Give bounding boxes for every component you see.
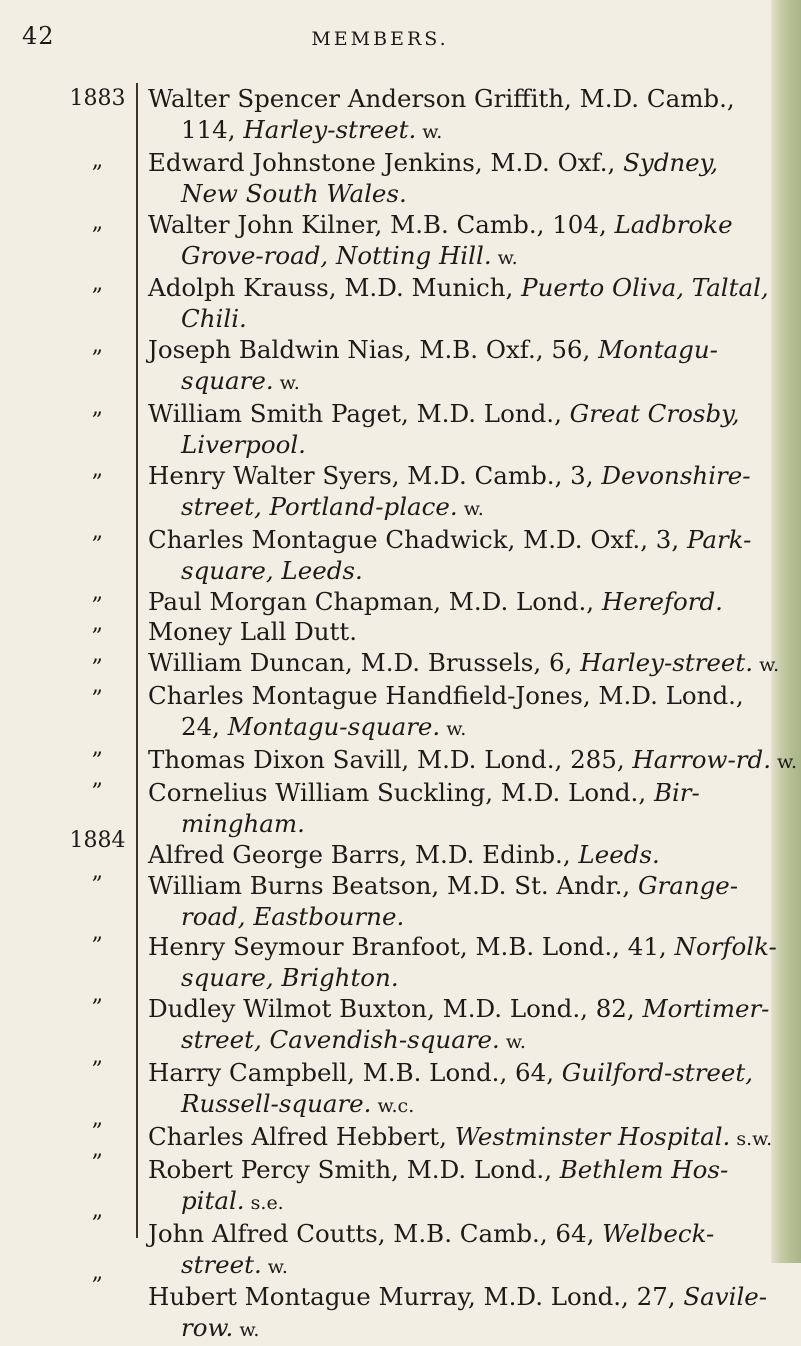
name-text: Hubert Montague Murray, M.D. Lond., 27,: [148, 1282, 684, 1312]
entry-line: [148, 871, 773, 902]
address-text: New South Wales.: [181, 178, 407, 208]
entry-continuation: [148, 430, 773, 461]
ditto-mark: „: [91, 518, 104, 544]
member-entry: [148, 273, 773, 335]
district-text: w.: [233, 1319, 260, 1342]
address-text: Harrow-rd.: [632, 745, 771, 775]
entry-line: [148, 148, 773, 179]
address-text: Savile-: [683, 1282, 768, 1312]
address-text: Grange-: [637, 870, 739, 900]
ditto-mark: „: [91, 147, 104, 173]
member-entry: [148, 681, 773, 745]
ditto-mark: „: [91, 395, 104, 420]
address-text: square, Brighton.: [181, 963, 399, 993]
entry-line: [148, 1155, 773, 1186]
entry-continuation: [148, 1250, 773, 1283]
ditto-mark: „: [91, 642, 104, 668]
district-text: w.c.: [371, 1095, 415, 1117]
address-text: Ladbroke: [614, 209, 733, 239]
address-text: street, Cavendish-square.: [181, 1025, 500, 1055]
ditto-mark: „: [91, 920, 104, 946]
name-text: Paul Morgan Chapman, M.D. Lond.,: [148, 586, 602, 616]
member-entry: [148, 994, 773, 1058]
district-text: w.: [457, 497, 484, 520]
member-entry: [148, 335, 773, 399]
entry-line: [148, 335, 773, 366]
district-text: w.: [770, 751, 798, 774]
entry-continuation: [148, 304, 773, 335]
entry-continuation: [148, 712, 773, 745]
address-text: street.: [181, 1249, 262, 1279]
address-text: Russell-square.: [181, 1089, 372, 1118]
entry-line: [148, 648, 780, 681]
member-entry: [148, 210, 773, 274]
member-entry: [148, 148, 773, 210]
address-text: mingham.: [181, 808, 305, 838]
address-text: Liverpool.: [181, 429, 306, 459]
member-entry: [148, 1155, 773, 1219]
name-text: Harry Campbell, M.B. Lond., 64,: [148, 1058, 562, 1088]
entry-line: [148, 461, 773, 492]
entry-line: [148, 778, 773, 809]
address-text: Bir-: [653, 777, 700, 807]
address-text: square, Leeds.: [181, 555, 363, 585]
entry-line: [148, 210, 773, 241]
district-text: w.: [753, 654, 780, 677]
ditto-mark: „: [91, 1136, 104, 1162]
member-entry: [148, 871, 773, 933]
entry-line: [148, 525, 773, 556]
entry-line: [148, 84, 773, 115]
address-text: Harley-street.: [243, 114, 417, 144]
member-entry: [148, 1058, 773, 1122]
entry-continuation: [148, 1089, 773, 1122]
name-text: John Alfred Coutts, M.B. Camb., 64,: [148, 1218, 603, 1248]
year-label: 1884: [69, 827, 126, 853]
address-text: Puerto Oliva, Taltal,: [521, 273, 769, 303]
address-text: Montagu-square.: [227, 712, 441, 742]
member-entry: [148, 745, 798, 778]
entry-line: [148, 587, 773, 618]
name-text: Dudley Wilmot Buxton, M.D. Lond., 82,: [148, 994, 643, 1024]
address-text: Sydney,: [623, 147, 719, 177]
entry-continuation: [148, 1025, 773, 1058]
page-edge: [771, 0, 801, 1263]
district-text: w.: [416, 120, 443, 143]
address-text: street, Portland-place.: [181, 491, 458, 521]
page-number: 42: [22, 22, 55, 50]
member-entry: [148, 840, 773, 871]
member-entry: [148, 1282, 773, 1346]
address-text: Montagu-: [598, 335, 718, 365]
name-text: Joseph Baldwin Nias, M.B. Oxf., 56,: [148, 335, 599, 365]
ditto-mark: „: [91, 456, 104, 482]
address-text: Devonshire-: [601, 460, 751, 490]
address-text: Mortimer-: [642, 994, 770, 1024]
entry-line: [148, 840, 773, 871]
entry-line: [148, 681, 773, 712]
name-text: Charles Alfred Hebbert,: [148, 1121, 455, 1151]
district-text: w.: [273, 372, 300, 395]
address-text: Hereford.: [601, 586, 723, 616]
ditto-mark: „: [91, 271, 104, 297]
entry-line: [148, 932, 777, 963]
entry-line: [148, 1282, 773, 1313]
entry-line: [148, 1219, 773, 1250]
member-entry: [148, 648, 780, 681]
name-text: 114,: [181, 114, 244, 144]
ditto-mark: „: [91, 858, 104, 884]
name-text: Thomas Dixon Savill, M.D. Lond., 285,: [148, 745, 633, 775]
member-entry: [148, 525, 773, 587]
name-text: Henry Walter Syers, M.D. Camb., 3,: [148, 460, 602, 490]
address-text: Westminster Hospital.: [454, 1121, 731, 1151]
entry-line: [148, 273, 773, 304]
ditto-mark: „: [91, 1043, 104, 1069]
member-entry: [148, 1122, 773, 1155]
members-list: [148, 84, 798, 1346]
address-text: Welbeck-: [602, 1218, 715, 1248]
member-entry: [148, 932, 777, 994]
address-text: square.: [181, 366, 274, 396]
district-text: s.w.: [730, 1127, 773, 1150]
name-text: William Smith Paget, M.D. Lond.,: [148, 399, 570, 429]
name-text: Charles Montague Handfield-Jones, M.D. Lond.,: [148, 681, 744, 711]
ditto-mark: „: [91, 333, 104, 359]
address-text: Chili.: [181, 304, 247, 334]
address-text: pital.: [181, 1185, 245, 1215]
member-entry: [148, 461, 773, 525]
address-text: Harley-street.: [580, 648, 754, 678]
entry-continuation: [148, 1186, 773, 1219]
address-text: Leeds.: [578, 839, 660, 869]
entry-continuation: [148, 809, 773, 840]
member-entry: [148, 84, 773, 148]
name-text: Cornelius William Suckling, M.D. Lond.,: [148, 777, 654, 807]
entry-line: [148, 745, 798, 778]
entry-continuation: [148, 241, 773, 274]
ditto-mark: „: [91, 734, 104, 760]
member-entry: [148, 778, 773, 840]
name-text: 24,: [181, 712, 228, 742]
name-text: Walter Spencer Anderson Griffith, M.D. Camb.,: [148, 84, 735, 113]
name-text: Walter John Kilner, M.B. Camb., 104,: [148, 209, 615, 239]
entry-continuation: [148, 556, 773, 587]
entry-continuation: [148, 963, 773, 994]
district-text: w.: [440, 718, 467, 741]
address-text: Bethlem Hos-: [559, 1154, 729, 1184]
ditto-mark: „: [91, 580, 104, 606]
member-entry: [148, 399, 773, 461]
name-text: Adolph Krauss, M.D. Munich,: [148, 273, 522, 303]
ditto-mark: „: [91, 209, 104, 235]
name-text: Edward Johnstone Jenkins, M.D. Oxf.,: [148, 147, 624, 177]
ditto-mark: „: [91, 673, 104, 699]
member-entry: [148, 617, 773, 648]
entry-line: [148, 1122, 773, 1155]
name-text: Robert Percy Smith, M.D. Lond.,: [148, 1154, 560, 1184]
name-text: Money Lall Dutt.: [148, 617, 357, 647]
entry-continuation: [148, 902, 773, 933]
ditto-mark: „: [91, 1105, 104, 1131]
entry-line: [148, 994, 773, 1025]
district-text: w.: [491, 246, 518, 269]
entry-continuation: [148, 366, 773, 399]
column-rule: [136, 83, 138, 1238]
district-text: s.e.: [244, 1191, 284, 1214]
ditto-mark: „: [91, 611, 104, 637]
name-text: Henry Seymour Branfoot, M.B. Lond., 41,: [148, 932, 675, 962]
running-head: MEMBERS.: [311, 28, 449, 50]
ditto-mark: „: [91, 1198, 104, 1224]
entry-line: [148, 1058, 773, 1089]
entry-continuation: [148, 115, 773, 148]
ditto-mark: „: [91, 1260, 104, 1286]
member-entry: [148, 587, 773, 618]
district-text: w.: [499, 1031, 526, 1054]
address-text: row.: [181, 1313, 234, 1343]
entry-continuation: [148, 1313, 773, 1346]
district-text: w.: [261, 1255, 288, 1278]
address-text: Grove-road, Notting Hill.: [181, 240, 492, 270]
address-text: Guilford-street,: [561, 1058, 754, 1088]
entry-line: [148, 399, 773, 430]
name-text: Alfred George Barrs, M.D. Edinb.,: [148, 839, 579, 869]
entry-continuation: [148, 492, 773, 525]
name-text: William Burns Beatson, M.D. St. Andr.,: [148, 870, 638, 900]
address-text: Great Crosby,: [569, 399, 740, 429]
year-label: 1883: [69, 86, 126, 111]
entry-line: [148, 617, 773, 648]
entry-continuation: [148, 179, 773, 210]
address-text: Norfolk-: [674, 932, 777, 962]
address-text: Park-: [686, 524, 752, 554]
name-text: William Duncan, M.D. Brussels, 6,: [148, 648, 581, 678]
member-entry: [148, 1219, 773, 1283]
name-text: Charles Montague Chadwick, M.D. Oxf., 3,: [148, 524, 687, 554]
ditto-mark: „: [91, 982, 104, 1008]
address-text: road, Eastbourne.: [181, 901, 405, 931]
ditto-mark: „: [91, 765, 104, 791]
